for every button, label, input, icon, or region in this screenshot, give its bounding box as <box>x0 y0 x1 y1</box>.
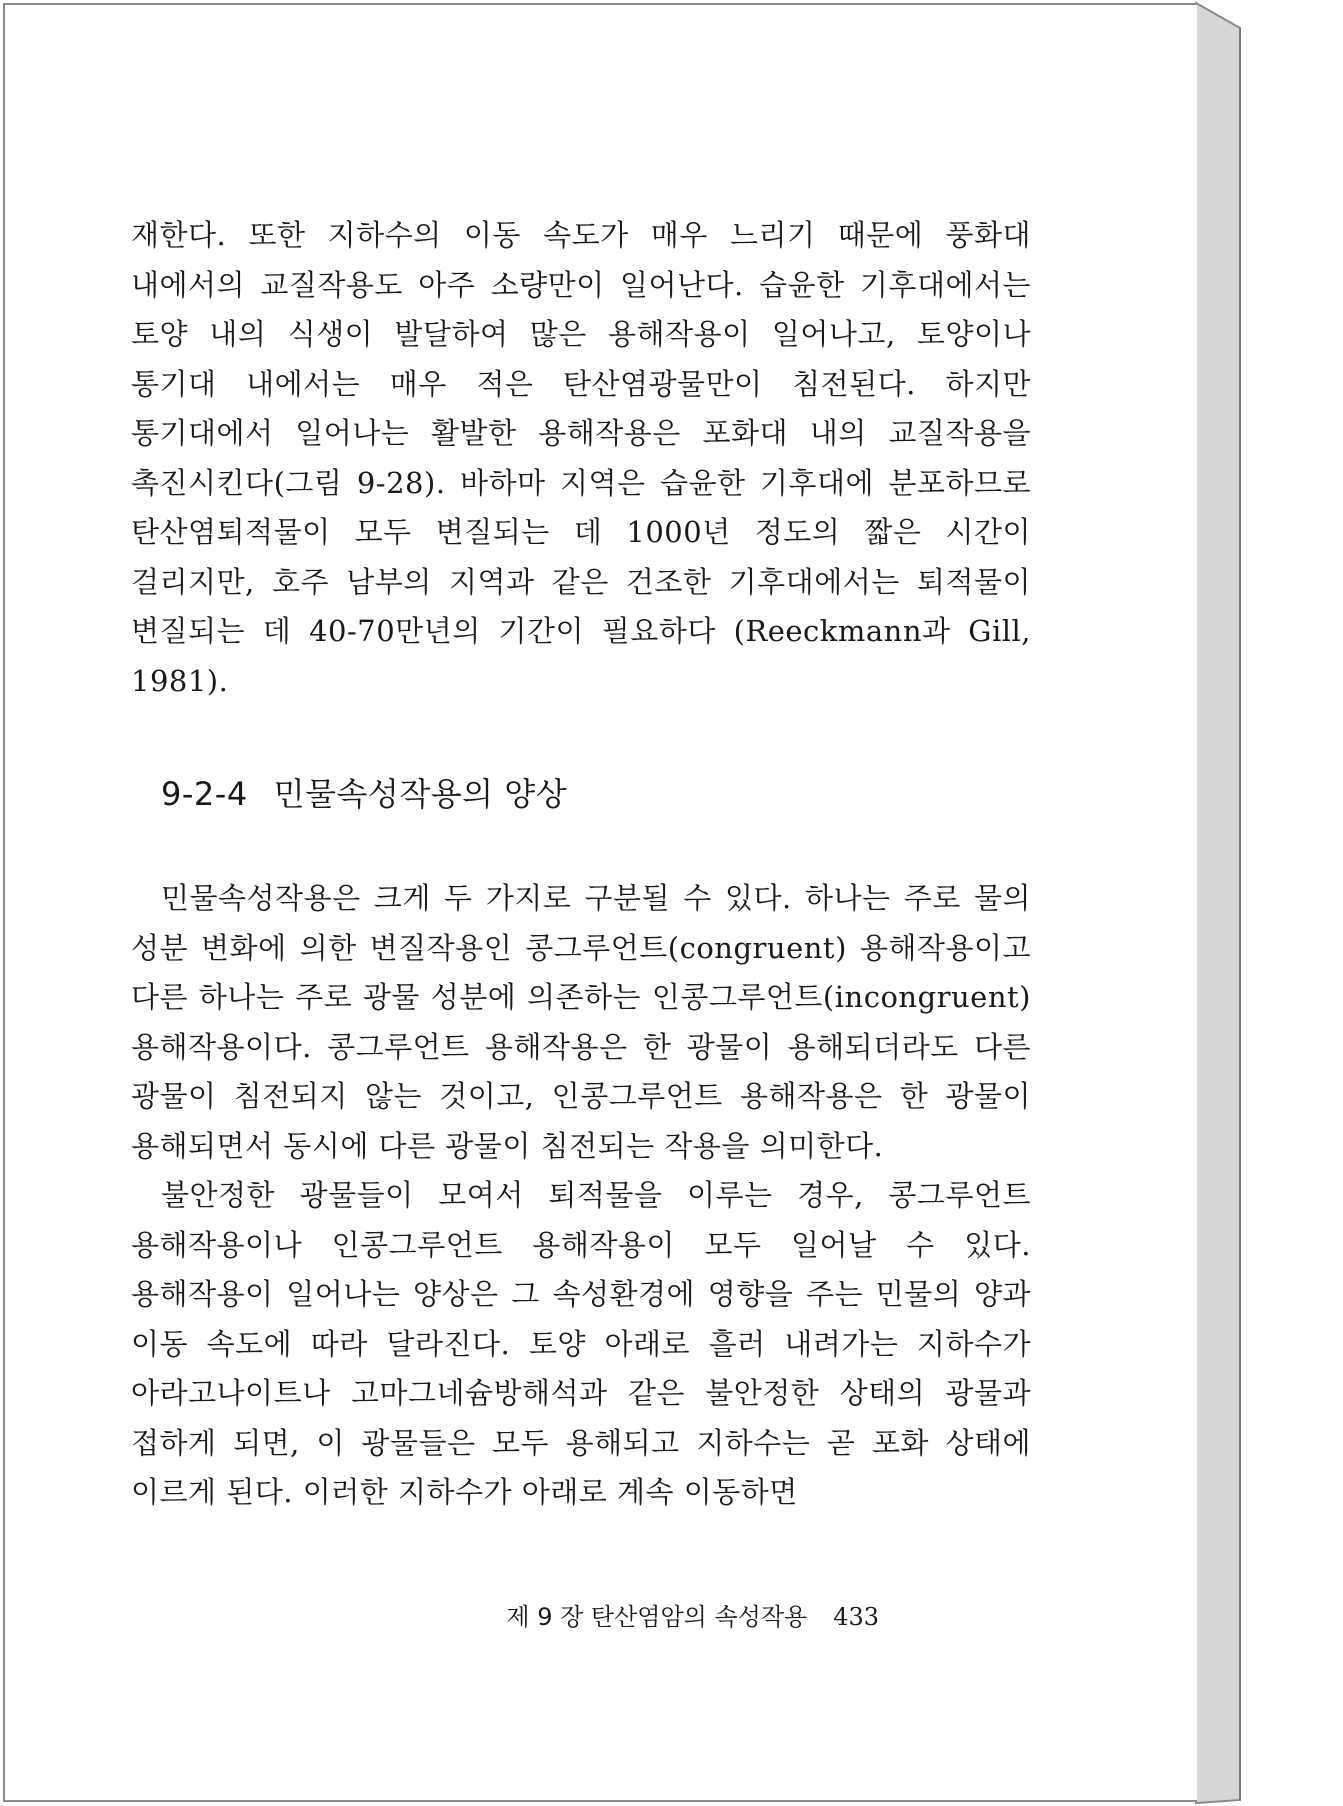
section-title: 민물속성작용의 양상 <box>273 775 568 813</box>
body-paragraph-3: 불안정한 광물들이 모여서 퇴적물을 이루는 경우, 콩그루언트 용해작용이나 인콩그루언트 용해작용이 모두 일어날 수 있다. 용해작용이 일어나는 양상은 그 속성환경에 영향을 주는 민물의 양과 이동 속도에 따라 달라진다. 토양 아래로 흘러 내려가는 지하수가 아라고나이트나 고마그네슘방해석과 같은 불안정한 상태의 광물과 접하게 되면, 이 광물들은 모두 용해되고 지하수는 곧 포화 상태에 이르게 된다. 이러한 지하수가 아래로 계속 이동하면 <box>131 1178 1031 1509</box>
section-number: 9-2-4 <box>161 775 248 813</box>
body-paragraph-1: 재한다. 또한 지하수의 이동 속도가 매우 느리기 때문에 풍화대 내에서의 교질작용도 아주 소량만이 일어난다. 습윤한 기후대에서는 토양 내의 식생이 발달하여 많은 용해작용이 일어나고, 토양이나 통기대 내에서는 매우 적은 탄산염광물만이 침전된다. 하지만 통기대에서 일어나는 활발한 용해작용은 포화대 내의 교질작용을 촉진시킨다(그림 9-28). 바하마 지역은 습윤한 기후대에 분포하므로 탄산염퇴적물이 모두 변질되는 데 1000년 정도의 짧은 시간이 걸리지만, 호주 남부의 지역과 같은 건조한 기후대에서는 퇴적물이 변질되는 데 40-70만년의 기간이 필요하다 (Reeckmann과 Gill, 1981). <box>131 218 1031 698</box>
running-head: 제 9 장 탄산염암의 속성작용 <box>506 1603 808 1631</box>
page-footer <box>506 1601 879 1633</box>
body-paragraph-2: 민물속성작용은 크게 두 가지로 구분될 수 있다. 하나는 주로 물의 성분 변화에 의한 변질작용인 콩그루언트(congruent) 용해작용이고 다른 하나는 주로 광물 성분에 의존하는 인콩그루언트(incongruent) 용해작용이다. 콩그루언트 용해작용은 한 광물이 용해되더라도 다른 광물이 침전되지 않는 것이고, 인콩그루언트 용해작용은 한 광물이 용해되면서 동시에 다른 광물이 침전되는 작용을 의미한다. <box>131 881 1031 1163</box>
page-body <box>131 211 1031 1518</box>
section-heading <box>161 774 1031 814</box>
page-number: 433 <box>833 1603 879 1631</box>
book-page <box>3 3 1197 1802</box>
